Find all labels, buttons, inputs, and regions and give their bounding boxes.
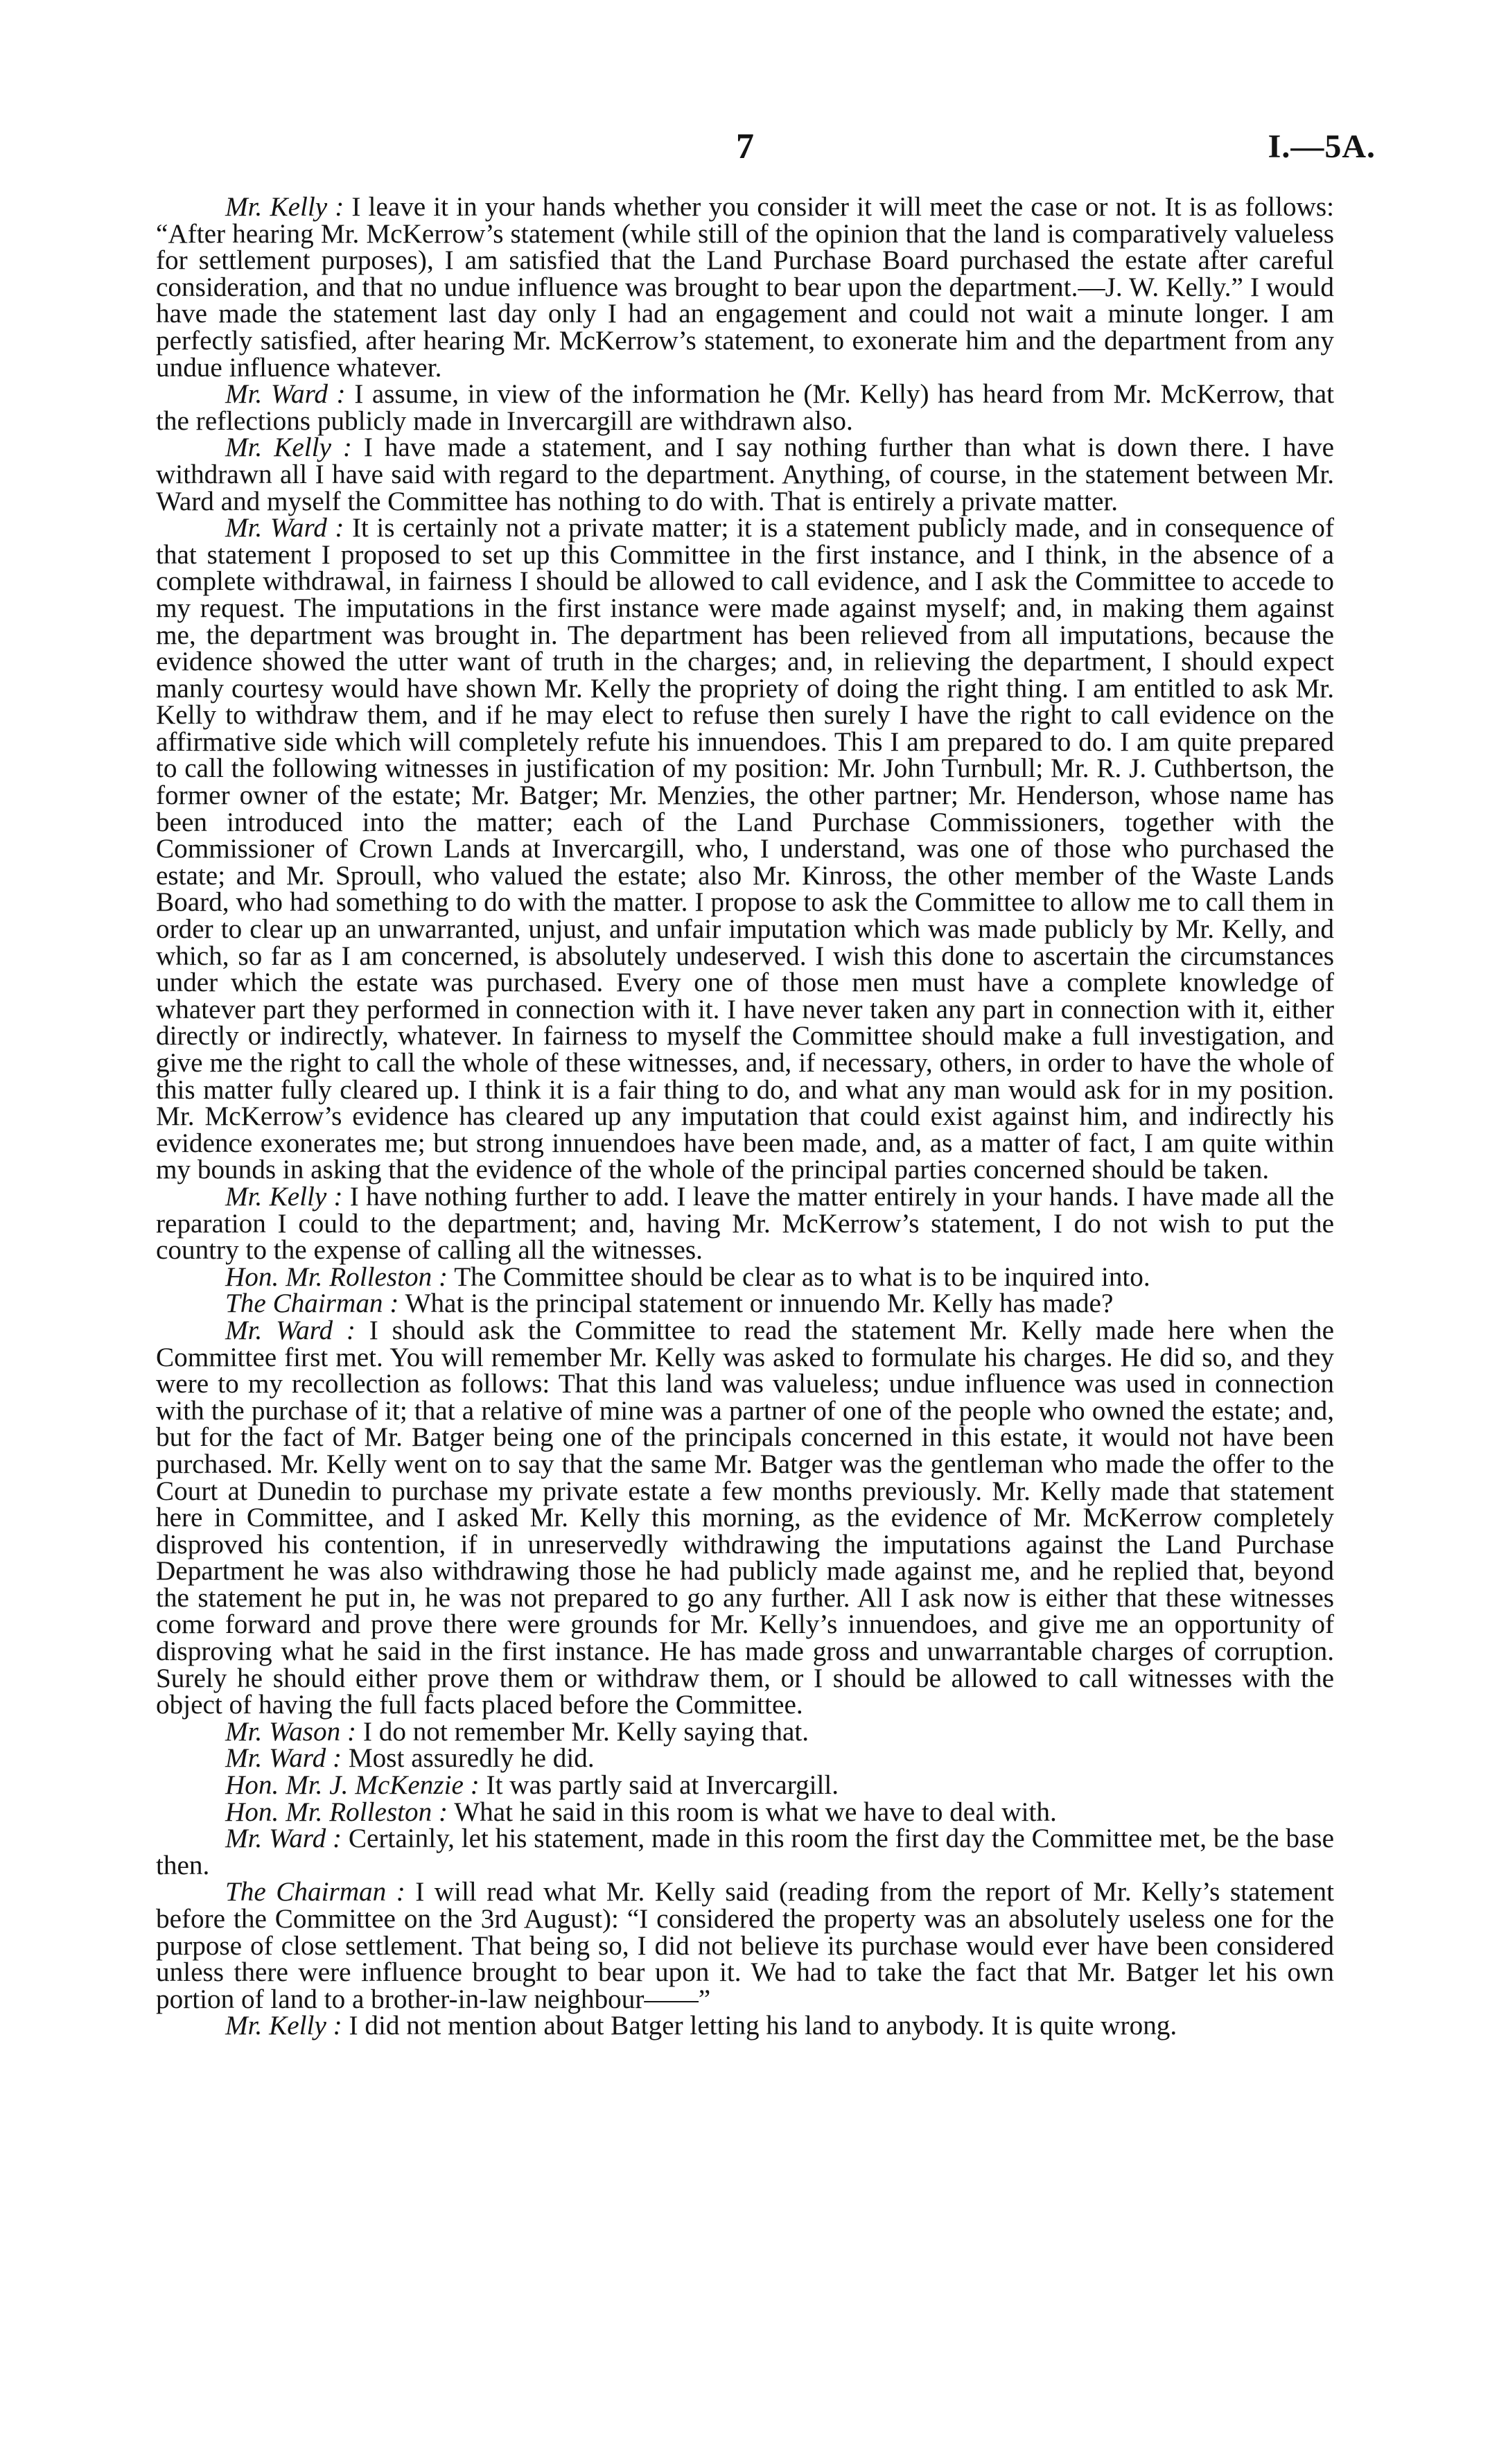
paragraph [156, 1261, 1334, 1292]
paragraph [156, 194, 1334, 381]
speech-text: I did not mention about Batger letting his land to anybody. It is quite wrong. [342, 2011, 1177, 2041]
speaker-name: Mr. Wason : [225, 1716, 357, 1747]
speaker-name: Hon. Mr. Rolleston : [225, 1261, 448, 1292]
paragraph [156, 1716, 1334, 1747]
speech-text: I leave it in your hands whether you consider it will meet the case or not. It is as follows: “After hearing Mr. McKerrow’s statement (while still of the opinion that the land is comparatively valueless for settlement purposes), I am satisfied that the Land Purchase Board purchased the estate after careful consideration, and that no undue influence was brought to bear upon the department.—J. W. Kelly.” I would have made the statement last day only I had an engagement and could not wait a minute longer. I am perfectly satisfied, after hearing Mr. McKerrow’s statement, to exonerate him and the department from any undue influence whatever. [156, 192, 1334, 383]
paragraph [156, 1879, 1334, 2013]
speech-text: It was partly said at Invercargill. [479, 1770, 839, 1801]
speech-text: Most assuredly he did. [342, 1743, 595, 1774]
speaker-name: Mr. Kelly : [225, 2011, 342, 2041]
speaker-name: Mr. Kelly : [225, 192, 344, 222]
paragraph [156, 1745, 1334, 1772]
speaker-name: Hon. Mr. J. McKenzie : [225, 1770, 480, 1801]
speaker-name: Mr. Ward : [225, 1824, 342, 1854]
speech-text: What is the principal statement or innuendo Mr. Kelly has made? [398, 1288, 1114, 1319]
speech-text: What he said in this room is what we have to deal with. [448, 1797, 1057, 1827]
speech-text: The Committee should be clear as to what is to be inquired into. [448, 1261, 1150, 1292]
paragraph [156, 1315, 1334, 1720]
page-reference: I.—5A. [1268, 128, 1376, 165]
transcript-body [156, 194, 1334, 2040]
speech-text: I should ask the Committee to read the statement Mr. Kelly made here when the Committee first met. You will remember Mr. Kelly was asked to formulate his charges. He did so, and they were to my recollection as follows: That this land was valueless; undue influence was used in connection with the purchase of it; that a relative of mine was a partner of one of the people who owned the estate; and, but for the fact of Mr. Batger being one of the principals concerned in this estate, it would not have been purchased. Mr. Kelly went on to say that the same Mr. Batger was the gentleman who made the offer to the Court at Dunedin to purchase my private estate a few months previously. Mr. Kelly made that statement here in Committee, and I asked Mr. Kelly this morning, as the evidence of Mr. McKerrow completely disproved his contention, if in unreservedly withdrawing the imputations against the Land Purchase Department he was also withdrawing those he had publicly made against me, and he replied that, beyond the statement he put in, he was not prepared to go any further. All I ask now is either that these witnesses come forward and prove there were grounds for Mr. Kelly’s innuendoes, and give me an opportunity of disproving what he said in the first instance. He has made gross and unwarrantable charges of corruption. Surely he should either prove them or withdraw them, or I should be allowed to call witnesses with the object of having the full facts placed before the Committee. [156, 1315, 1334, 1720]
speech-text: I have nothing further to add. I leave the matter entirely in your hands. I have made all the reparation I could to the department; and, having Mr. McKerrow’s statement, I do not wish to put the country to the expense of calling all the witnesses. [156, 1181, 1334, 1266]
paragraph [156, 1181, 1334, 1266]
speaker-name: Mr. Ward : [225, 1743, 342, 1774]
speaker-name: Mr. Ward : [225, 513, 344, 543]
speech-text: I do not remember Mr. Kelly saying that. [356, 1716, 809, 1747]
speaker-name: Mr. Kelly : [225, 432, 352, 463]
speaker-name: Mr. Ward : [225, 379, 346, 410]
speech-text: I have made a statement, and I say nothing further than what is down there. I have withdrawn all I have said with regard to the department. Anything, of course, in the statement between Mr. Ward and myself the Committee has nothing to do with. That is entirely a private matter. [156, 432, 1334, 516]
paragraph [156, 1772, 1334, 1799]
speech-text: Certainly, let his statement, made in this room the first day the Committee met, be the base then. [156, 1824, 1334, 1880]
paragraph [156, 1826, 1334, 1879]
page-number: 7 [736, 127, 754, 166]
paragraph [156, 432, 1334, 516]
speech-text: I assume, in view of the information he (Mr. Kelly) has heard from Mr. McKerrow, that the reflections publicly made in Invercargill are withdrawn also. [156, 379, 1334, 436]
paragraph [156, 1799, 1334, 1826]
paragraph [156, 1288, 1334, 1319]
paragraph [156, 2013, 1334, 2040]
speaker-name: The Chairman : [225, 1288, 399, 1319]
paragraph [156, 381, 1334, 435]
speech-text: I will read what Mr. Kelly said (reading from the report of Mr. Kelly’s statement before the Committee on the 3rd August): “I considered the property was an absolutely useless one for the purpose of close settlement. That being so, I did not believe its purchase would ever have been considered unless there were influence brought to bear upon it. We had to take the fact that Mr. Batger let his own portion of land to a brother-in-law neighbour——” [156, 1877, 1334, 2014]
speech-text: It is certainly not a private matter; it is a statement publicly made, and in consequence of that statement I proposed to set up this Committee in the first instance, and I think, in the absence of a complete withdrawal, in fairness I should be allowed to call evidence, and I ask the Committee to accede to my request. The imputations in the first instance were made against myself; and, in making them against me, the department was brought in. The department has been relieved from all imputations, because the evidence showed the utter want of truth in the charges; and, in relieving the department, I should expect manly courtesy would have shown Mr. Kelly the propriety of doing the right thing. I am entitled to ask Mr. Kelly to withdraw them, and if he may elect to refuse then surely I have the right to call evidence on the affirmative side which will completely refute his innuendoes. This I am prepared to do. I am quite prepared to call the following witnesses in justification of my position: Mr. John Turnbull; Mr. R. J. Cuthbertson, the former owner of the estate; Mr. Batger; Mr. Menzies, the other partner; Mr. Henderson, whose name has been introduced into the matter; each of the Land Purchase Commissioners, together with the Commissioner of Crown Lands at Invercargill, who, I understand, was one of those who purchased the estate; and Mr. Sproull, who valued the estate; also Mr. Kinross, the other member of the Waste Lands Board, who had something to do with the matter. I propose to ask the Committee to allow me to call them in order to clear up an unwarranted, unjust, and unfair imputation which was made publicly by Mr. Kelly, and which, so far as I am concerned, is absolutely undeserved. I wish this done to ascertain the circumstances under which the estate was purchased. Every one of those men must have a complete knowledge of whatever part they performed in connection with it. I have never taken any part in connection with it, either directly or indirectly, whatever. In fairness to myself the Committee should make a full investigation, and give me the right to call the whole of these witnesses, and, if necessary, others, in order to have the whole of this matter fully cleared up. I think it is a fair thing to do, and what any man would ask for in my position. Mr. McKerrow’s evidence has cleared up any imputation that could exist against him, and indirectly his evidence exonerates me; but strong innuendoes have been made, and, as a matter of fact, I am quite within my bounds in asking that the evidence of the whole of the principal parties concerned should be taken. [156, 513, 1334, 1185]
speaker-name: The Chairman : [225, 1877, 405, 1907]
speaker-name: Hon. Mr. Rolleston : [225, 1797, 448, 1827]
speaker-name: Mr. Kelly : [225, 1181, 343, 1212]
paragraph [156, 515, 1334, 1184]
speaker-name: Mr. Ward : [225, 1315, 356, 1345]
